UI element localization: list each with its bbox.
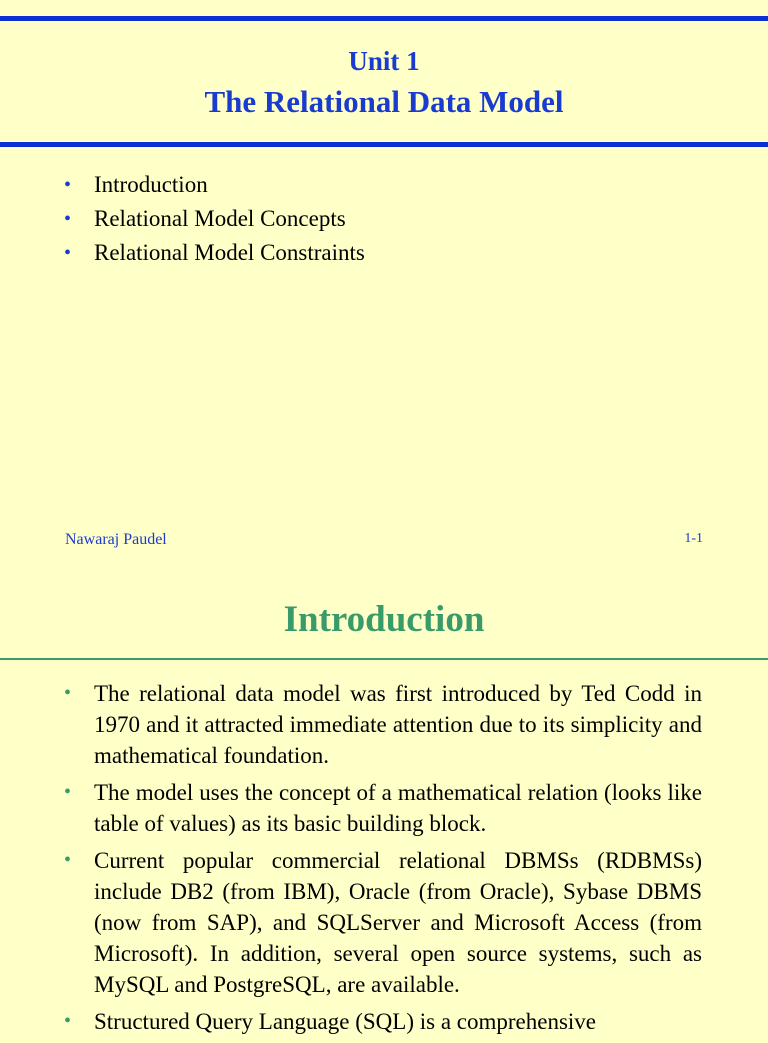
- bullet-icon: •: [64, 208, 72, 230]
- list-item-text: Relational Model Constraints: [94, 240, 365, 265]
- bullet-icon: •: [64, 682, 72, 704]
- bullet-icon: •: [64, 849, 72, 871]
- bullet-icon: •: [64, 174, 72, 196]
- topic-list: [64, 168, 365, 270]
- slide-title: Introduction: [283, 599, 485, 640]
- slide-2: [0, 576, 768, 1034]
- list-item-text: Structured Query Language (SQL) is a comprehensive: [94, 1009, 597, 1034]
- title-rule: [0, 142, 768, 147]
- list-item: [64, 236, 365, 270]
- list-item: [64, 777, 702, 839]
- list-item: [64, 168, 365, 202]
- list-item-text: The model uses the concept of a mathematical relation (looks like table of values) as its basic building block.: [94, 780, 702, 836]
- list-item-text: Current popular commercial relational DBMSs (RDBMSs) include DB2 (from IBM), Oracle (from Oracle), Sybase DBMS (now from SAP), and SQLServer and Microsoft Access (from Microsoft). In addition, several open source systems, such as MySQL and PostgreSQL, are available.: [94, 848, 702, 997]
- bullet-icon: •: [64, 781, 72, 803]
- list-item-text: Relational Model Concepts: [94, 206, 346, 231]
- bullet-icon: •: [64, 1010, 72, 1032]
- list-item-text: The relational data model was first introduced by Ted Codd in 1970 and it attracted immediate attention due to its simplicity and mathematical foundation.: [94, 681, 702, 768]
- unit-label: Unit 1: [348, 46, 420, 76]
- list-item: [64, 845, 702, 1000]
- title-rule: [0, 658, 768, 660]
- list-item: [64, 1006, 702, 1037]
- page-number: 1-1: [684, 531, 703, 546]
- list-item: [64, 678, 702, 771]
- footer-author: Nawaraj Paudel: [65, 531, 167, 548]
- bullet-icon: •: [64, 242, 72, 264]
- list-item-text: Introduction: [94, 172, 208, 197]
- list-item: [64, 202, 365, 236]
- content-list: [64, 678, 702, 1043]
- slide-title: The Relational Data Model: [204, 84, 564, 119]
- top-rule: [0, 16, 768, 21]
